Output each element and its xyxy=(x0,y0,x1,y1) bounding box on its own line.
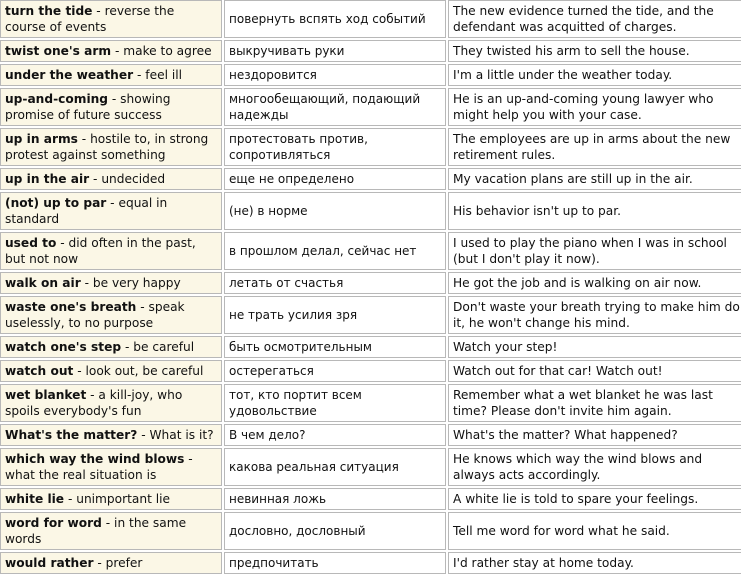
russian-translation-cell: летать от счастья xyxy=(224,272,446,294)
example-sentence-cell: I used to play the piano when I was in school (but I don't play it now). xyxy=(448,232,741,270)
idiom-term: What's the matter? xyxy=(5,428,138,442)
idiom-term: used to xyxy=(5,236,57,250)
russian-translation-cell: не трать усилия зря xyxy=(224,296,446,334)
russian-translation-cell: остерегаться xyxy=(224,360,446,382)
russian-translation-cell: какова реальная ситуация xyxy=(224,448,446,486)
idiom-meaning: - in the same words xyxy=(5,516,187,546)
table-row xyxy=(0,168,741,190)
idiom-term: twist one's arm xyxy=(5,44,112,58)
idiom-cell xyxy=(0,296,222,334)
table-row xyxy=(0,272,741,294)
russian-translation-cell: протестовать против, сопротивляться xyxy=(224,128,446,166)
idiom-meaning: - undecided xyxy=(89,172,166,186)
example-sentence-cell: Watch your step! xyxy=(448,336,741,358)
table-row xyxy=(0,40,741,62)
idiom-term: (not) up to par xyxy=(5,196,107,210)
idiom-meaning: - make to agree xyxy=(111,44,212,58)
russian-translation-cell: быть осмотрительным xyxy=(224,336,446,358)
example-sentence-cell: Remember what a wet blanket he was last time? Please don't invite him again. xyxy=(448,384,741,422)
table-row xyxy=(0,512,741,550)
idiom-cell xyxy=(0,0,222,38)
example-sentence-cell: The new evidence turned the tide, and the defendant was acquitted of charges. xyxy=(448,0,741,38)
idiom-cell xyxy=(0,552,222,574)
idiom-cell xyxy=(0,424,222,446)
idiom-term: which way the wind blows xyxy=(5,452,185,466)
idiom-cell xyxy=(0,232,222,270)
idiom-cell xyxy=(0,360,222,382)
example-sentence-cell: Tell me word for word what he said. xyxy=(448,512,741,550)
idiom-cell xyxy=(0,64,222,86)
russian-translation-cell: выкручивать руки xyxy=(224,40,446,62)
russian-translation-cell: многообещающий, подающий надежды xyxy=(224,88,446,126)
idiom-meaning: - hostile to, in strong protest against something xyxy=(5,132,209,162)
russian-translation-cell: тот, кто портит всем удовольствие xyxy=(224,384,446,422)
idiom-term: white lie xyxy=(5,492,65,506)
idiom-term: would rather xyxy=(5,556,94,570)
idiom-meaning: - a kill-joy, who spoils everybody's fun xyxy=(5,388,183,418)
table-row xyxy=(0,488,741,510)
example-sentence-cell: He got the job and is walking on air now. xyxy=(448,272,741,294)
idiom-meaning: - prefer xyxy=(93,556,143,570)
russian-translation-cell: невинная ложь xyxy=(224,488,446,510)
table-row xyxy=(0,0,741,38)
idiom-meaning: - What is it? xyxy=(137,428,214,442)
table-row xyxy=(0,552,741,574)
russian-translation-cell: дословно, дословный xyxy=(224,512,446,550)
russian-translation-cell: еще не определено xyxy=(224,168,446,190)
idiom-cell xyxy=(0,384,222,422)
idiom-cell xyxy=(0,192,222,230)
example-sentence-cell: I'm a little under the weather today. xyxy=(448,64,741,86)
russian-translation-cell: В чем дело? xyxy=(224,424,446,446)
idiom-term: up in the air xyxy=(5,172,90,186)
russian-translation-cell: нездоровится xyxy=(224,64,446,86)
idiom-meaning: - equal in standard xyxy=(5,196,168,226)
example-sentence-cell: His behavior isn't up to par. xyxy=(448,192,741,230)
example-sentence-cell: They twisted his arm to sell the house. xyxy=(448,40,741,62)
idiom-meaning: - be careful xyxy=(121,340,195,354)
russian-translation-cell: (не) в норме xyxy=(224,192,446,230)
idiom-term: under the weather xyxy=(5,68,134,82)
idiom-term: word for word xyxy=(5,516,102,530)
idiom-meaning: - did often in the past, but not now xyxy=(5,236,196,266)
example-sentence-cell: Watch out for that car! Watch out! xyxy=(448,360,741,382)
idiom-cell xyxy=(0,88,222,126)
russian-translation-cell: в прошлом делал, сейчас нет xyxy=(224,232,446,270)
example-sentence-cell: He is an up-and-coming young lawyer who might help you with your case. xyxy=(448,88,741,126)
table-row xyxy=(0,336,741,358)
idiom-meaning: - unimportant lie xyxy=(64,492,171,506)
idiom-cell xyxy=(0,512,222,550)
idiom-cell xyxy=(0,488,222,510)
table-row xyxy=(0,384,741,422)
example-sentence-cell: Don't waste your breath trying to make him do it, he won't change his mind. xyxy=(448,296,741,334)
idiom-term: watch out xyxy=(5,364,74,378)
idiom-meaning: - what the real situation is xyxy=(5,452,193,482)
idiom-term: up-and-coming xyxy=(5,92,109,106)
idiom-term: up in arms xyxy=(5,132,78,146)
idiom-meaning: - showing promise of future success xyxy=(5,92,171,122)
idiom-term: turn the tide xyxy=(5,4,93,18)
idiom-cell xyxy=(0,168,222,190)
idiom-term: walk on air xyxy=(5,276,81,290)
table-row xyxy=(0,448,741,486)
example-sentence-cell: I'd rather stay at home today. xyxy=(448,552,741,574)
table-row xyxy=(0,232,741,270)
example-sentence-cell: What's the matter? What happened? xyxy=(448,424,741,446)
idiom-cell xyxy=(0,336,222,358)
idiom-meaning: - reverse the course of events xyxy=(5,4,175,34)
idiom-meaning: - speak uselessly, to no purpose xyxy=(5,300,185,330)
idiom-term: waste one's breath xyxy=(5,300,137,314)
table-row xyxy=(0,424,741,446)
table-row xyxy=(0,128,741,166)
idiom-meaning: - look out, be careful xyxy=(73,364,204,378)
table-row xyxy=(0,360,741,382)
idiom-term: wet blanket xyxy=(5,388,87,402)
table-row xyxy=(0,296,741,334)
idiom-cell xyxy=(0,272,222,294)
example-sentence-cell: The employees are up in arms about the new retirement rules. xyxy=(448,128,741,166)
idiom-term: watch one's step xyxy=(5,340,122,354)
idiom-cell xyxy=(0,128,222,166)
example-sentence-cell: My vacation plans are still up in the air. xyxy=(448,168,741,190)
table-row xyxy=(0,88,741,126)
idiom-meaning: - be very happy xyxy=(80,276,181,290)
idiom-cell xyxy=(0,40,222,62)
russian-translation-cell: повернуть вспять ход событий xyxy=(224,0,446,38)
russian-translation-cell: предпочитать xyxy=(224,552,446,574)
table-row xyxy=(0,192,741,230)
table-row xyxy=(0,64,741,86)
example-sentence-cell: He knows which way the wind blows and always acts accordingly. xyxy=(448,448,741,486)
idiom-cell xyxy=(0,448,222,486)
idiom-meaning: - feel ill xyxy=(133,68,182,82)
example-sentence-cell: A white lie is told to spare your feelings. xyxy=(448,488,741,510)
